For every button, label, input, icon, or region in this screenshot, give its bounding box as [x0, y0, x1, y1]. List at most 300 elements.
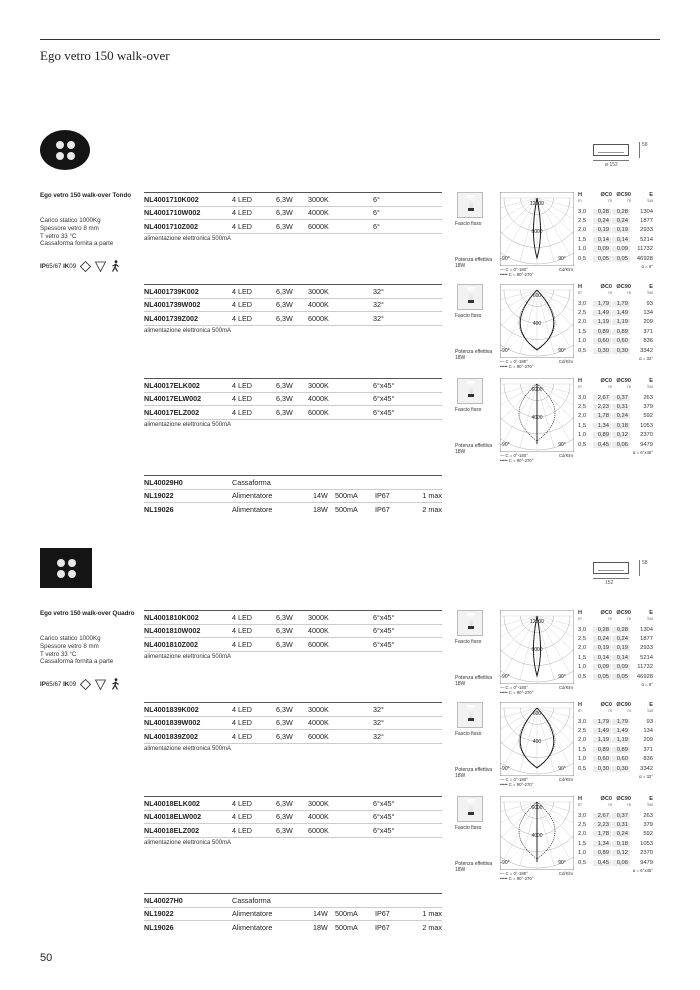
beam-thumbnail: [457, 192, 483, 218]
lux-diameter-c90: 0,30: [612, 348, 630, 354]
variant-power: 6,3W: [276, 394, 293, 404]
lux-c90-header: ØC90: [616, 702, 631, 708]
legend-c90: ••••• C = 90°-270°: [500, 876, 534, 882]
lux-height: 1,0: [578, 338, 587, 345]
product-section: [0, 548, 700, 958]
lux-e-unit: lux: [647, 290, 653, 295]
variant-code: NL4001710K002: [144, 194, 199, 204]
lux-diameter-c90: 0,89: [612, 329, 630, 335]
polar-legend: [500, 453, 576, 463]
ik-value: 09: [69, 262, 77, 270]
accessory-code: NL19022: [144, 491, 174, 501]
led-dot: [56, 152, 64, 160]
lux-diameter-c90: 0,05: [612, 256, 630, 262]
polar-label-left: -90°: [500, 860, 510, 866]
effective-power-value: 18W: [455, 263, 466, 269]
accessory-ip: IP67: [375, 491, 390, 501]
accessory-max: 1 max: [422, 909, 442, 919]
lux-c90-unit: m: [627, 290, 631, 295]
variant-code: NL4001810W002: [144, 626, 201, 636]
lux-diameter-c0: 1,79: [593, 719, 611, 725]
variant-cct: 4000K: [308, 208, 329, 218]
lux-illuminance: 134: [643, 728, 653, 735]
lux-illuminance: 1053: [640, 422, 653, 429]
lux-c0-unit: m: [608, 384, 612, 389]
lux-c0-unit: m: [608, 708, 612, 713]
lux-row: [578, 421, 653, 430]
beam-info: [455, 378, 497, 455]
variant-code: NL4001739W002: [144, 300, 201, 310]
variant-code: NL40017ELZ002: [144, 407, 200, 417]
variant-beam: 6°x45°: [373, 626, 395, 636]
variant-power: 6,3W: [276, 812, 293, 822]
lux-row: [578, 745, 653, 754]
lux-h-unit: m: [578, 198, 582, 203]
lux-h-header: H: [578, 610, 583, 616]
lux-height: 3,0: [578, 394, 587, 401]
lux-diameter-c0: 0,60: [593, 756, 611, 762]
beam-label: Fascio fisso: [455, 407, 482, 413]
led-dots: [56, 141, 75, 160]
lux-illuminance: 2370: [640, 850, 653, 857]
ik-label: IK: [63, 262, 70, 270]
lux-diameter-c90: 1,49: [612, 310, 630, 316]
lux-c90-header: ØC90: [616, 610, 631, 616]
lux-beam-angle: α = 32°: [639, 356, 653, 362]
lux-height: 3,0: [578, 812, 587, 819]
lux-row: [578, 318, 653, 327]
variant-row: [144, 810, 442, 824]
polar-chart: [500, 610, 576, 695]
dimension-drawing: [593, 142, 648, 168]
polar-label-outer: 12000: [530, 619, 544, 625]
lux-illuminance: 836: [643, 756, 653, 763]
lux-height: 1,0: [578, 664, 587, 671]
lux-diameter-c0: 2,67: [593, 813, 611, 819]
led-dot: [57, 559, 65, 567]
accessory-row: [144, 502, 442, 516]
lux-beam-angle: α = 32°: [639, 774, 653, 780]
variant-code: NL40018ELK002: [144, 798, 200, 808]
lux-diameter-c90: 1,19: [612, 319, 630, 325]
lux-row: [578, 337, 653, 346]
accessory-power: 18W: [313, 922, 328, 932]
variant-power: 6,3W: [276, 313, 293, 323]
variant-row: [144, 392, 442, 406]
variant-cct: 6000K: [308, 407, 329, 417]
lux-illuminance: 1304: [640, 626, 653, 633]
variant-beam: 6°x45°: [373, 394, 395, 404]
lux-height: 2,0: [578, 227, 587, 234]
variant-code: NL40017ELK002: [144, 380, 200, 390]
lux-illuminance: 1053: [640, 840, 653, 847]
accessory-code: NL19026: [144, 922, 174, 932]
lux-illuminance: 263: [643, 394, 653, 401]
lux-diameter-c90: 0,14: [612, 237, 630, 243]
variant-led: 4 LED: [232, 221, 252, 231]
lux-illuminance: 1304: [640, 208, 653, 215]
accessory-max: 2 max: [422, 504, 442, 514]
page-title: Ego vetro 150 walk-over: [40, 48, 170, 63]
lux-diameter-c0: 1,49: [593, 310, 611, 316]
beam-cone: [467, 613, 475, 627]
variant-cct: 4000K: [308, 626, 329, 636]
lux-h-unit: m: [578, 802, 582, 807]
lux-height: 3,0: [578, 208, 587, 215]
lux-row: [578, 755, 653, 764]
lux-diameter-c90: 0,24: [612, 413, 630, 419]
lux-diameter-c0: 0,14: [593, 237, 611, 243]
lux-illuminance: 1877: [640, 636, 653, 643]
polar-legend: [500, 267, 576, 277]
variant-footnote: alimentazione elettronica 500mA: [144, 651, 442, 663]
ip-rating: [40, 263, 76, 270]
accessory-current: 500mA: [335, 922, 358, 932]
effective-power-label: Potenza effettiva: [455, 443, 493, 449]
variant-power: 6,3W: [276, 194, 293, 204]
variant-led: 4 LED: [232, 731, 252, 741]
variant-cct: 6000K: [308, 825, 329, 835]
led-dot: [68, 570, 76, 578]
effective-power: [455, 767, 497, 779]
accessory-row: [144, 920, 442, 934]
effective-power-label: Potenza effettiva: [455, 675, 493, 681]
polar-legend: [500, 685, 576, 695]
polar-diagram: [500, 702, 574, 776]
lux-diameter-c90: 1,49: [612, 728, 630, 734]
variant-table: [144, 796, 442, 849]
polar-chart: [500, 702, 576, 787]
lux-c0-header: ØC0: [600, 796, 612, 802]
lux-height: 1,5: [578, 328, 587, 335]
variant-row: [144, 637, 442, 651]
variant-cct: 3000K: [308, 704, 329, 714]
polar-label-left: -90°: [500, 256, 510, 262]
variant-row: [144, 716, 442, 730]
polar-chart: [500, 192, 576, 277]
variant-beam: 6°x45°: [373, 407, 395, 417]
legend-c0: — C = 0°-180° Cd/Klm: [500, 267, 573, 272]
variant-power: 6,3W: [276, 718, 293, 728]
lux-height: 3,0: [578, 718, 587, 725]
variant-power: 6,3W: [276, 704, 293, 714]
lux-row: [578, 346, 653, 355]
lux-height: 2,0: [578, 413, 587, 420]
variant-code: NL4001810Z002: [144, 639, 198, 649]
product-specs: [40, 217, 113, 248]
lux-diameter-c90: 1,79: [612, 301, 630, 307]
variant-power: 6,3W: [276, 731, 293, 741]
illuminance-table: [578, 192, 653, 269]
lux-height: 2,5: [578, 822, 587, 829]
spec-line: Spessore vetro 8 mm: [40, 224, 99, 232]
spec-line: Cassaforma fornita a parte: [40, 240, 114, 248]
beam-label: Fascio fisso: [455, 825, 482, 831]
dimension-line: [593, 578, 629, 579]
polar-diagram: [500, 610, 574, 684]
variant-cct: 6000K: [308, 731, 329, 741]
polar-diagram: [500, 192, 574, 266]
variant-code: NL4001739K002: [144, 286, 199, 296]
lux-diameter-c90: 0,24: [612, 218, 630, 224]
lux-illuminance: 209: [643, 319, 653, 326]
accessory-row: [144, 893, 442, 907]
variant-beam: 32°: [373, 300, 384, 310]
variant-table: [144, 192, 442, 245]
lux-c90-header: ØC90: [616, 796, 631, 802]
lux-beam-angle: α = 6°x45°: [632, 868, 653, 874]
lux-height: 1,5: [578, 746, 587, 753]
lux-height: 1,5: [578, 654, 587, 661]
polar-label-right: 90°: [558, 256, 566, 262]
beam-info: [455, 284, 497, 361]
effective-power-value: 18W: [455, 355, 466, 361]
effective-power-value: 18W: [455, 867, 466, 873]
led-dot: [56, 141, 64, 149]
variant-power: 6,3W: [276, 825, 293, 835]
variant-cct: 4000K: [308, 394, 329, 404]
lux-e-header: E: [649, 192, 653, 198]
polar-chart: [500, 284, 576, 369]
lux-row: [578, 226, 653, 235]
beam-info: [455, 610, 497, 687]
top-rule: [40, 39, 660, 40]
illuminance-table: [578, 702, 653, 779]
lux-illuminance: 3342: [640, 347, 653, 354]
led-dots: [57, 559, 76, 578]
lux-diameter-c90: 0,28: [612, 209, 630, 215]
accessories-table: [144, 893, 442, 934]
accessory-ip: IP67: [375, 504, 390, 514]
variant-footnote: alimentazione elettronica 500mA: [144, 837, 442, 849]
lux-illuminance: 371: [643, 746, 653, 753]
beam-cone: [467, 799, 475, 813]
lux-row: [578, 245, 653, 254]
accessory-description: Alimentatore: [232, 504, 273, 514]
variant-led: 4 LED: [232, 812, 252, 822]
lux-c0-header: ØC0: [600, 284, 612, 290]
variant-power: 6,3W: [276, 639, 293, 649]
lux-diameter-c90: 0,09: [612, 246, 630, 252]
variant-power: 6,3W: [276, 380, 293, 390]
polar-chart: [500, 796, 576, 881]
effective-power: [455, 349, 497, 361]
lux-diameter-c90: 0,06: [612, 442, 630, 448]
lux-diameter-c90: 0,30: [612, 766, 630, 772]
variant-cct: 6000K: [308, 639, 329, 649]
lux-e-header: E: [649, 378, 653, 384]
lux-h-header: H: [578, 192, 583, 198]
lux-e-unit: lux: [647, 802, 653, 807]
variant-beam: 6°x45°: [373, 812, 395, 822]
accessory-ip: IP67: [375, 922, 390, 932]
lux-row: [578, 440, 653, 449]
ip-rating: [40, 681, 76, 688]
variant-table: [144, 284, 442, 337]
lux-e-header: E: [649, 796, 653, 802]
lux-row: [578, 653, 653, 662]
certifications: [40, 260, 121, 272]
legend-c0: — C = 0°-180° Cd/Klm: [500, 685, 573, 690]
variant-led: 4 LED: [232, 286, 252, 296]
polar-label-right: 90°: [558, 860, 566, 866]
accessory-power: 14W: [313, 491, 328, 501]
dimension-height: 58: [639, 560, 648, 576]
lux-row: [578, 412, 653, 421]
lux-units: [578, 708, 653, 713]
lux-height: 0,5: [578, 673, 587, 680]
accessory-power: 18W: [313, 504, 328, 514]
variant-power: 6,3W: [276, 286, 293, 296]
lux-h-header: H: [578, 702, 583, 708]
lux-row: [578, 736, 653, 745]
beam-cone: [467, 381, 475, 395]
lux-diameter-c0: 0,19: [593, 645, 611, 651]
lux-illuminance: 11732: [637, 664, 653, 671]
ip-value: 65/67: [45, 680, 62, 688]
lux-e-header: E: [649, 610, 653, 616]
lux-height: 2,5: [578, 728, 587, 735]
lux-diameter-c90: 0,60: [612, 756, 630, 762]
spec-line: Spessore vetro 8 mm: [40, 642, 99, 650]
lux-row: [578, 327, 653, 336]
lux-row: [578, 625, 653, 634]
variant-row: [144, 405, 442, 419]
spec-line: Carico statico 1000Kg: [40, 217, 101, 224]
lux-illuminance: 9479: [640, 441, 653, 448]
variant-led: 4 LED: [232, 313, 252, 323]
variant-beam: 6°: [373, 208, 380, 218]
lux-diameter-c0: 0,19: [593, 227, 611, 233]
lux-illuminance: 46928: [636, 255, 653, 262]
lux-illuminance: 93: [646, 718, 653, 725]
lux-units: [578, 198, 653, 203]
variant-cct: 4000K: [308, 812, 329, 822]
beam-cone: [467, 195, 475, 209]
lux-diameter-c0: 0,05: [593, 256, 611, 262]
legend-c90: ••••• C = 90°-270°: [500, 458, 534, 464]
legend-unit: Cd/Klm: [558, 777, 573, 782]
lux-h-header: H: [578, 796, 583, 802]
lux-units: [578, 802, 653, 807]
lux-diameter-c0: 0,89: [593, 850, 611, 856]
lux-diameter-c90: 1,79: [612, 719, 630, 725]
lux-height: 0,5: [578, 441, 587, 448]
lux-illuminance: 11732: [637, 246, 653, 253]
accessory-row: [144, 475, 442, 489]
accessory-description: Cassaforma: [232, 477, 271, 487]
lux-diameter-c0: 0,14: [593, 655, 611, 661]
lux-c90-header: ØC90: [616, 284, 631, 290]
variant-led: 4 LED: [232, 612, 252, 622]
polar-label-outer: 12000: [530, 201, 544, 207]
variant-beam: 32°: [373, 731, 384, 741]
lux-diameter-c0: 2,23: [593, 822, 611, 828]
lux-height: 1,0: [578, 756, 587, 763]
accessory-description: Alimentatore: [232, 922, 273, 932]
polar-label-outer: 600: [532, 711, 542, 717]
lux-illuminance: 592: [643, 831, 653, 838]
lux-diameter-c90: 0,06: [612, 860, 630, 866]
beam-label: Fascio fisso: [455, 731, 482, 737]
lux-diameter-c0: 2,23: [593, 404, 611, 410]
polar-diagram: [500, 796, 574, 870]
lux-height: 2,0: [578, 737, 587, 744]
variant-cct: 3000K: [308, 612, 329, 622]
variant-beam: 6°: [373, 221, 380, 231]
lux-row: [578, 663, 653, 672]
lux-row: [578, 858, 653, 867]
lux-illuminance: 5214: [640, 654, 653, 661]
variant-power: 6,3W: [276, 221, 293, 231]
variant-row: [144, 192, 442, 206]
lux-c0-header: ØC0: [600, 192, 612, 198]
variant-led: 4 LED: [232, 394, 252, 404]
variant-beam: 6°x45°: [373, 825, 395, 835]
lux-height: 2,0: [578, 831, 587, 838]
ip-value: 65/67: [45, 262, 62, 270]
variant-footnote: alimentazione elettronica 500mA: [144, 325, 442, 337]
lux-h-unit: m: [578, 616, 582, 621]
variant-footnote: alimentazione elettronica 500mA: [144, 419, 442, 431]
lux-diameter-c90: 0,12: [612, 850, 630, 856]
polar-label-right: 90°: [558, 442, 566, 448]
legend-unit: Cd/Klm: [558, 359, 573, 364]
effective-power-label: Potenza effettiva: [455, 257, 493, 263]
spec-line: Cassaforma fornita a parte: [40, 658, 114, 666]
legend-unit: Cd/Klm: [558, 453, 573, 458]
variant-table: [144, 610, 442, 663]
lux-height: 2,5: [578, 218, 587, 225]
effective-power-value: 18W: [455, 449, 466, 455]
variant-beam: 32°: [373, 718, 384, 728]
beam-thumbnail: [457, 610, 483, 636]
dimension-width: ø 152: [605, 162, 618, 168]
lux-e-unit: lux: [647, 708, 653, 713]
lux-diameter-c0: 0,09: [593, 664, 611, 670]
spec-line: Carico statico 1000Kg: [40, 635, 101, 642]
lux-diameter-c0: 1,78: [593, 831, 611, 837]
variant-cct: 3000K: [308, 798, 329, 808]
lux-diameter-c90: 1,19: [612, 737, 630, 743]
lux-diameter-c0: 1,49: [593, 728, 611, 734]
lux-row: [578, 431, 653, 440]
lux-illuminance: 592: [643, 413, 653, 420]
variant-beam: 6°: [373, 194, 380, 204]
polar-label-inner: 400: [532, 739, 542, 745]
polar-label-outer: 6000: [531, 805, 543, 811]
lux-diameter-c90: 0,18: [612, 423, 630, 429]
polar-label-right: 90°: [558, 674, 566, 680]
illuminance-table: [578, 378, 653, 455]
variant-row: [144, 378, 442, 392]
variant-beam: 6°x45°: [373, 639, 395, 649]
dimension-width: 152: [605, 580, 614, 586]
lux-diameter-c90: 0,89: [612, 747, 630, 753]
lux-c0-header: ØC0: [600, 610, 612, 616]
polar-label-inner: 4000: [531, 833, 543, 839]
polar-label-left: -90°: [500, 348, 510, 354]
variant-code: NL40017ELW002: [144, 394, 202, 404]
product-specs: [40, 635, 113, 666]
beam-info: [455, 796, 497, 873]
accessory-code: NL40027H0: [144, 895, 183, 905]
lux-e-header: E: [649, 284, 653, 290]
variant-row: [144, 311, 442, 325]
variant-beam: 32°: [373, 313, 384, 323]
polar-label-right: 90°: [558, 766, 566, 772]
polar-diagram: [500, 284, 574, 358]
